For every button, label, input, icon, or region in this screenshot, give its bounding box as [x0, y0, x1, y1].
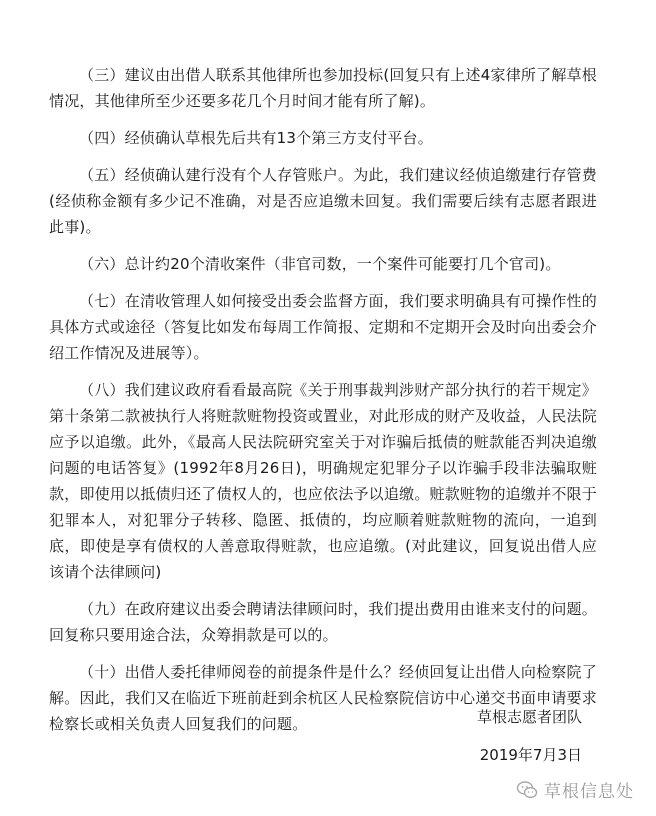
document-body	[49, 62, 597, 748]
paragraph-4: （四）经侦确认草根先后共有13个第三方支付平台。	[79, 129, 433, 147]
paragraph-10: （十）出借人委托律师阅卷的前提条件是什么？经侦回复让出借人向检察院了解。因此，我们又在临近下班前赶到余杭区人民检察院信访中心递交书面申请要求检察长或相关负责人回复我们的问题。	[49, 663, 597, 733]
wechat-icon	[516, 780, 538, 800]
paragraph-8: （八）我们建议政府看看最高院《关于刑事裁判涉财产部分执行的若干规定》第十条第二款被执行人将赃款赃物投资或置业，对此形成的财产及收益，人民法院应予以追缴。此外，《最高人民法院研究室关于对诈骗后抵债的赃款能否判决追缴问题的电话答复》(1992年8月26日)，明确规定犯罪分子以诈骗手段非法骗取赃款，即使用以抵债归还了债权人的，也应依法予以追缴。赃款赃物的追缴并不限于犯罪本人，对犯罪分子转移、隐匿、抵债的，均应顺着赃款赃物的流向，一追到底，即使是享有债权的人善意取得赃款，也应追缴。(对此建议，回复说出借人应该请个法律顾问)	[49, 381, 597, 581]
signature-name: 草根志愿者团队	[476, 708, 582, 726]
paragraph-6: （六）总计约20个清收案件（非官司数，一个案件可能要打几个官司)。	[79, 255, 561, 273]
watermark	[516, 777, 634, 802]
paragraph-9: （九）在政府建议出委会聘请法律顾问时，我们提出费用由谁来支付的问题。回复称只要用途合法，众筹捐款是可以的。	[49, 600, 597, 644]
signature-block	[477, 704, 582, 780]
watermark-text: 草根信息处	[544, 782, 634, 802]
paragraph-3: （三）建议由出借人联系其他律所也参加投标(回复只有上述4家律所了解草根情况，其他律所至少还要多花几个月时间才能有所了解)。	[49, 66, 597, 110]
paragraph-5: （五）经侦确认建行没有个人存管账户。为此，我们建议经侦追缴建行存管费(经侦称金额有多少记不准确，对是否应追缴未回复。我们需要后续有志愿者跟进此事)。	[49, 166, 597, 236]
paragraph-7: （七）在清收管理人如何接受出委会监督方面，我们要求明确具有可操作性的具体方式或途径（答复比如发布每周工作简报、定期和不定期开会及时向出委会介绍工作情况及进展等）。	[49, 292, 597, 362]
signature-date: 2019年7月3日	[479, 746, 582, 764]
